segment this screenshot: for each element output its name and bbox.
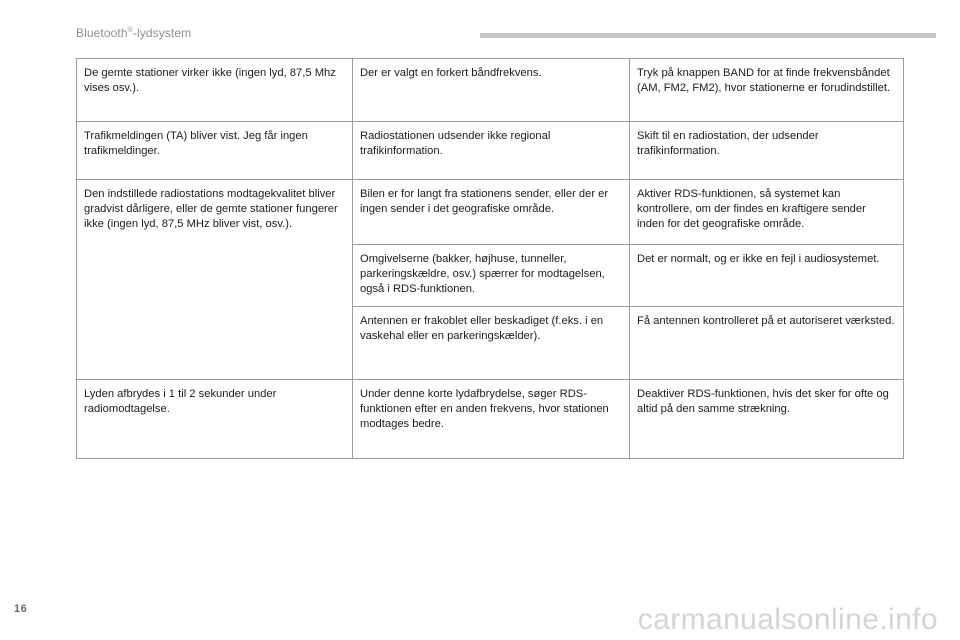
problem-cell: Trafikmeldingen (TA) bliver vist. Jeg får ingen trafikmeldinger. — [77, 122, 353, 180]
troubleshooting-table — [76, 58, 904, 459]
cause-cell: Under denne korte lydafbrydelse, søger RDS-funktionen efter en anden frekvens, hvor stationen modtages bedre. — [353, 380, 630, 459]
solution-cell: Det er normalt, og er ikke en fejl i audiosystemet. — [630, 245, 904, 307]
solution-cell: Deaktiver RDS-funktionen, hvis det sker for ofte og altid på den samme strækning. — [630, 380, 904, 459]
watermark: carmanualsonline.info — [637, 603, 938, 636]
table-row — [77, 180, 904, 245]
cause-cell: Radiostationen udsender ikke regional trafikinformation. — [353, 122, 630, 180]
page-header-title — [76, 26, 191, 40]
solution-cell: Tryk på knappen BAND for at finde frekvensbåndet (AM, FM2, FM2), hvor stationerne er forudindstillet. — [630, 59, 904, 122]
header-divider-bar — [480, 33, 936, 38]
header-title-prefix: Bluetooth — [76, 26, 128, 40]
table-row — [77, 380, 904, 459]
solution-cell: Aktiver RDS-funktionen, så systemet kan kontrollere, om der findes en kraftigere sender inden for det geografiske område. — [630, 180, 904, 245]
cause-cell: Antennen er frakoblet eller beskadiget (f.eks. i en vaskehal eller en parkeringskælder). — [353, 307, 630, 380]
cause-cell: Bilen er for langt fra stationens sender, eller der er ingen sender i det geografiske område. — [353, 180, 630, 245]
solution-cell: Skift til en radiostation, der udsender trafikinformation. — [630, 122, 904, 180]
registered-mark: ® — [127, 27, 133, 34]
cause-cell: Omgivelserne (bakker, højhuse, tunneller, parkeringskældre, osv.) spærrer for modtagelsen, også i RDS-funktionen. — [353, 245, 630, 307]
table-row — [77, 122, 904, 180]
problem-cell: Lyden afbrydes i 1 til 2 sekunder under radiomodtagelse. — [77, 380, 353, 459]
problem-cell: Den indstillede radiostations modtagekvalitet bliver gradvist dårligere, eller de gemte stationer fungerer ikke (ingen lyd, 87,5 MHz bliver vist, osv.). — [77, 180, 353, 380]
page-number: 16 — [14, 603, 28, 615]
problem-cell: De gemte stationer virker ikke (ingen lyd, 87,5 Mhz vises osv.). — [77, 59, 353, 122]
cause-cell: Der er valgt en forkert båndfrekvens. — [353, 59, 630, 122]
solution-cell: Få antennen kontrolleret på et autoriseret værksted. — [630, 307, 904, 380]
table-row — [77, 59, 904, 122]
header-title-suffix: -lydsystem — [132, 26, 192, 40]
